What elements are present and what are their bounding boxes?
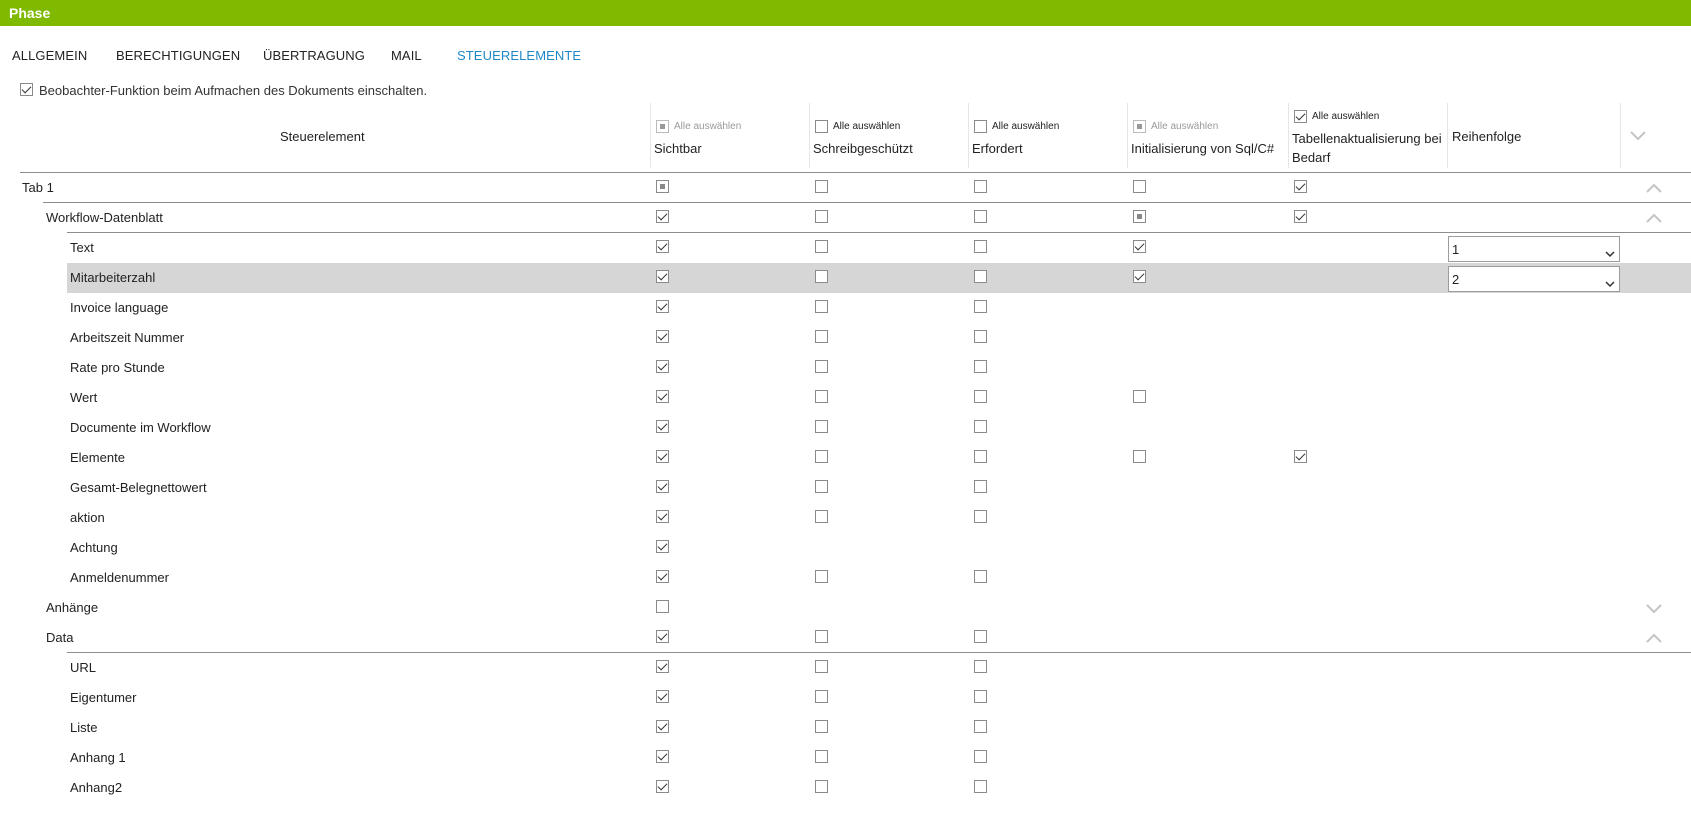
row-aktion-col2-checkbox[interactable]	[815, 510, 828, 523]
column-header-steuerelement: Steuerelement	[280, 129, 365, 144]
row-label-elemente[interactable]: Elemente	[70, 450, 125, 465]
row-invoice-language-col3-checkbox[interactable]	[974, 300, 987, 313]
row-arbeitszeit-nummer-col3-checkbox[interactable]	[974, 330, 987, 343]
row-text-col4-checkbox[interactable]	[1133, 240, 1146, 253]
row-anhang-1-col1-checkbox[interactable]	[656, 750, 669, 763]
row-documente-im-workflow-col2-checkbox[interactable]	[815, 420, 828, 433]
row-aktion-col3-checkbox[interactable]	[974, 510, 987, 523]
row-achtung-col1-checkbox[interactable]	[656, 540, 669, 553]
row-wert-col3-checkbox[interactable]	[974, 390, 987, 403]
column-header-reihenfolge: Reihenfolge	[1452, 129, 1522, 144]
row-label-mitarbeiterzahl[interactable]: Mitarbeiterzahl	[70, 270, 156, 285]
row-eigentumer-col2-checkbox[interactable]	[815, 690, 828, 703]
row-label-anhang-1[interactable]: Anhang 1	[70, 750, 126, 765]
row-mitarbeiterzahl-col3-checkbox[interactable]	[974, 270, 987, 283]
tab-berechtigungen[interactable]: BERECHTIGUNGEN	[116, 48, 241, 63]
column-separator	[968, 103, 969, 168]
row-label-tab-1[interactable]: Tab 1	[22, 180, 54, 195]
dropdown-arrow-icon	[1605, 245, 1615, 263]
row-tab-1-col3-checkbox[interactable]	[974, 180, 987, 193]
row-anhang-1-col3-checkbox[interactable]	[974, 750, 987, 763]
column-separator	[650, 103, 651, 168]
row-arbeitszeit-nummer-col2-checkbox[interactable]	[815, 330, 828, 343]
row-url-col3-checkbox[interactable]	[974, 660, 987, 673]
header-divider	[20, 172, 1691, 173]
row-mitarbeiterzahl-col2-checkbox[interactable]	[815, 270, 828, 283]
row-anmeldenummer-col1-checkbox[interactable]	[656, 570, 669, 583]
select-all-label: Alle auswählen	[833, 121, 901, 132]
select-all-checkbox[interactable]	[974, 120, 987, 133]
row-tab-1-col4-checkbox[interactable]	[1133, 180, 1146, 193]
select-all-checkbox[interactable]	[1133, 120, 1146, 133]
row-documente-im-workflow-col3-checkbox[interactable]	[974, 420, 987, 433]
row-label-documente-im-workflow[interactable]: Documente im Workflow	[70, 420, 211, 435]
column-header: Erfordert	[972, 141, 1023, 156]
dropdown-arrow-icon	[1605, 275, 1615, 293]
row-rate-pro-stunde-col3-checkbox[interactable]	[974, 360, 987, 373]
row-tab-1-col5-checkbox[interactable]	[1294, 180, 1307, 193]
tab-bar	[0, 48, 1691, 68]
collapse-chevron-icon[interactable]	[1643, 631, 1665, 645]
select-all-checkbox[interactable]	[656, 120, 669, 133]
row-anh-nge-col1-checkbox[interactable]	[656, 600, 669, 613]
row-invoice-language-col2-checkbox[interactable]	[815, 300, 828, 313]
row-anmeldenummer-col2-checkbox[interactable]	[815, 570, 828, 583]
window-title: Phase	[0, 0, 1691, 26]
row-label-arbeitszeit-nummer[interactable]: Arbeitszeit Nummer	[70, 330, 185, 345]
row-liste-col3-checkbox[interactable]	[974, 720, 987, 733]
row-anhang2-col1-checkbox[interactable]	[656, 780, 669, 793]
order-select-value: 1	[1452, 242, 1460, 257]
select-all-label: Alle auswählen	[992, 121, 1060, 132]
row-arbeitszeit-nummer-col1-checkbox[interactable]	[656, 330, 669, 343]
row-anhang2-col2-checkbox[interactable]	[815, 780, 828, 793]
column-header: Tabellenaktualisierung bei	[1292, 131, 1442, 146]
select-all-label: Alle auswählen	[1151, 121, 1219, 132]
row-anhang-1-col2-checkbox[interactable]	[815, 750, 828, 763]
select-all-checkbox[interactable]	[815, 120, 828, 133]
row-label-liste[interactable]: Liste	[70, 720, 98, 735]
row-mitarbeiterzahl-col4-checkbox[interactable]	[1133, 270, 1146, 283]
tab-steuerelemente[interactable]: STEUERELEMENTE	[457, 48, 582, 63]
column-separator	[1447, 103, 1448, 168]
group-divider	[43, 202, 1691, 203]
column-separator	[1620, 103, 1621, 168]
row-label-rate-pro-stunde[interactable]: Rate pro Stunde	[70, 360, 165, 375]
header-expand-chevron-icon[interactable]	[1627, 128, 1649, 142]
row-documente-im-workflow-col1-checkbox[interactable]	[656, 420, 669, 433]
tab-allgemein[interactable]: ALLGEMEIN	[12, 48, 88, 63]
select-all-label: Alle auswählen	[1312, 111, 1380, 122]
row-elemente-col3-checkbox[interactable]	[974, 450, 987, 463]
row-liste-col1-checkbox[interactable]	[656, 720, 669, 733]
order-select[interactable]	[1448, 236, 1620, 262]
order-select-value: 2	[1452, 272, 1460, 287]
row-rate-pro-stunde-col2-checkbox[interactable]	[815, 360, 828, 373]
row-gesamt-belegnettowert-col3-checkbox[interactable]	[974, 480, 987, 493]
order-select[interactable]	[1448, 266, 1620, 292]
row-liste-col2-checkbox[interactable]	[815, 720, 828, 733]
row-aktion-col1-checkbox[interactable]	[656, 510, 669, 523]
select-all-label: Alle auswählen	[674, 121, 742, 132]
row-tab-1-col1-checkbox[interactable]	[656, 180, 669, 193]
column-header: Sichtbar	[654, 141, 702, 156]
select-all-checkbox[interactable]	[1294, 110, 1307, 123]
tab-bertragung[interactable]: ÜBERTRAGUNG	[263, 48, 365, 63]
column-header: Schreibgeschützt	[813, 141, 913, 156]
row-workflow-datenblatt-col5-checkbox[interactable]	[1294, 210, 1307, 223]
row-eigentumer-col1-checkbox[interactable]	[656, 690, 669, 703]
collapse-chevron-icon[interactable]	[1643, 181, 1665, 195]
row-elemente-col5-checkbox[interactable]	[1294, 450, 1307, 463]
row-label-gesamt-belegnettowert[interactable]: Gesamt-Belegnettowert	[70, 480, 207, 495]
row-label-anhang2[interactable]: Anhang2	[70, 780, 123, 795]
row-text-col1-checkbox[interactable]	[656, 240, 669, 253]
row-gesamt-belegnettowert-col1-checkbox[interactable]	[656, 480, 669, 493]
column-header: Initialisierung von Sql/C#	[1131, 141, 1275, 156]
group-divider	[67, 652, 1691, 653]
row-tab-1-col2-checkbox[interactable]	[815, 180, 828, 193]
row-workflow-datenblatt-col2-checkbox[interactable]	[815, 210, 828, 223]
collapse-chevron-icon[interactable]	[1643, 211, 1665, 225]
row-workflow-datenblatt-col1-checkbox[interactable]	[656, 210, 669, 223]
row-data-col3-checkbox[interactable]	[974, 630, 987, 643]
row-label-text[interactable]: Text	[70, 240, 94, 255]
column-separator	[1127, 103, 1128, 168]
row-label-url[interactable]: URL	[70, 660, 97, 675]
column-separator	[809, 103, 810, 168]
row-url-col1-checkbox[interactable]	[656, 660, 669, 673]
row-workflow-datenblatt-col4-checkbox[interactable]	[1133, 210, 1146, 223]
row-label-anh-nge[interactable]: Anhänge	[46, 600, 99, 615]
row-text-col2-checkbox[interactable]	[815, 240, 828, 253]
row-wert-col1-checkbox[interactable]	[656, 390, 669, 403]
row-text-col3-checkbox[interactable]	[974, 240, 987, 253]
row-anmeldenummer-col3-checkbox[interactable]	[974, 570, 987, 583]
row-workflow-datenblatt-col3-checkbox[interactable]	[974, 210, 987, 223]
row-rate-pro-stunde-col1-checkbox[interactable]	[656, 360, 669, 373]
row-label-anmeldenummer[interactable]: Anmeldenummer	[70, 570, 169, 585]
expand-chevron-icon[interactable]	[1643, 601, 1665, 615]
observer-checkbox[interactable]	[20, 83, 33, 96]
row-mitarbeiterzahl-col1-checkbox[interactable]	[656, 270, 669, 283]
tab-mail[interactable]: MAIL	[391, 48, 422, 63]
row-elemente-col2-checkbox[interactable]	[815, 450, 828, 463]
row-url-col2-checkbox[interactable]	[815, 660, 828, 673]
observer-label: Beobachter-Funktion beim Aufmachen des Dokuments einschalten.	[39, 83, 428, 98]
row-label-wert[interactable]: Wert	[70, 390, 98, 405]
row-invoice-language-col1-checkbox[interactable]	[656, 300, 669, 313]
row-label-workflow-datenblatt[interactable]: Workflow-Datenblatt	[46, 210, 163, 225]
row-data-col1-checkbox[interactable]	[656, 630, 669, 643]
row-label-achtung[interactable]: Achtung	[70, 540, 118, 555]
row-wert-col4-checkbox[interactable]	[1133, 390, 1146, 403]
group-divider	[67, 232, 1691, 233]
row-elemente-col1-checkbox[interactable]	[656, 450, 669, 463]
column-header: Bedarf	[1292, 150, 1331, 165]
row-anhang2-col3-checkbox[interactable]	[974, 780, 987, 793]
row-label-data[interactable]: Data	[46, 630, 74, 645]
row-data-col2-checkbox[interactable]	[815, 630, 828, 643]
row-gesamt-belegnettowert-col2-checkbox[interactable]	[815, 480, 828, 493]
row-eigentumer-col3-checkbox[interactable]	[974, 690, 987, 703]
row-wert-col2-checkbox[interactable]	[815, 390, 828, 403]
row-label-invoice-language[interactable]: Invoice language	[70, 300, 169, 315]
row-label-eigentumer[interactable]: Eigentumer	[70, 690, 137, 705]
column-separator	[1288, 103, 1289, 168]
row-label-aktion[interactable]: aktion	[70, 510, 105, 525]
row-elemente-col4-checkbox[interactable]	[1133, 450, 1146, 463]
